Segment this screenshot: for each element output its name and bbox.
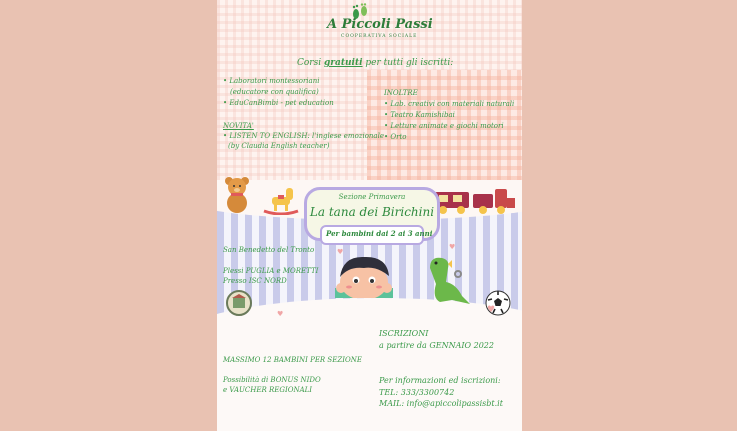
brand-name: A Piccoli Passi [327,17,433,32]
iscrizioni-date: a partire da GENNAIO 2022 [379,341,494,350]
heart-icon: ♥ [337,248,344,256]
school-crest-icon [226,289,252,317]
dinosaur-icon [422,254,474,306]
badge-title: La tana dei Birichini [309,205,435,219]
novita-note: (by Claudia English teacher) [228,142,330,150]
inoltre-item-letture: • Letture animate e giochi motori [384,122,504,130]
contacts-mail: MAIL: info@apiccolipassisbt.it [379,399,503,408]
inoltre-item-lab: • Lab. creativi con materiali naturali [384,100,515,108]
location-presso: Presso ISC NORD [223,277,287,285]
location-plessi: Plessi PUGLIA e MORETTI [223,267,319,275]
ages-ribbon [320,225,433,245]
brand-tagline: COOPERATIVA SOCIALE [341,34,418,39]
novita-label: NOVITA' [223,122,254,130]
badge-section: Sezione Primavera [338,193,406,201]
capacity-note: MASSIMO 12 BAMBINI PER SEZIONE [223,356,362,364]
gingham-panel [367,70,522,190]
rocking-horse-icon [262,185,300,215]
inoltre-item-teatro: • Teatro Kamishibai [384,111,455,119]
course-item-educanbimbi: • EduCanBimbi - pet education [223,99,334,107]
bottom-panel [217,298,522,431]
inoltre-label: INOLTRE [384,89,418,97]
toy-train-icon [433,186,517,216]
badge-ages: Per bambini dai 2 ai 3 anni [326,229,433,238]
course-item-montessori-note: (educatore con qualifica) [230,88,319,96]
course-item-montessori: • Laboratori montessoriani [223,77,320,85]
location-city: San Benedetto del Tronto [223,246,315,254]
contacts-heading: Per informazioni ed iscrizioni: [379,376,501,385]
bonus-line-2: e VAUCHER REGIONALI [223,386,313,394]
contacts-tel: TEL: 333/3300742 [379,388,455,397]
iscrizioni-label: ISCRIZIONI [379,329,429,338]
heart-icon: ♥ [487,305,496,315]
bonus-line-1: Possibilità di BONUS NIDO [223,376,321,384]
heart-icon: ♥ [277,310,284,318]
teddy-bear-icon [222,176,252,214]
child-illustration [329,252,399,298]
heart-icon: ♥ [449,243,456,251]
flyer-poster [217,0,522,431]
novita-item: • LISTEN TO ENGLISH: l'inglese emozionale [223,132,384,140]
courses-heading-before: Corsi [297,58,324,68]
courses-heading-after: per tutti gli iscritti: [362,58,454,68]
courses-heading [297,58,453,68]
courses-heading-emphasis: gratuiti [323,58,363,68]
inoltre-item-orto: • Orto [384,133,407,141]
